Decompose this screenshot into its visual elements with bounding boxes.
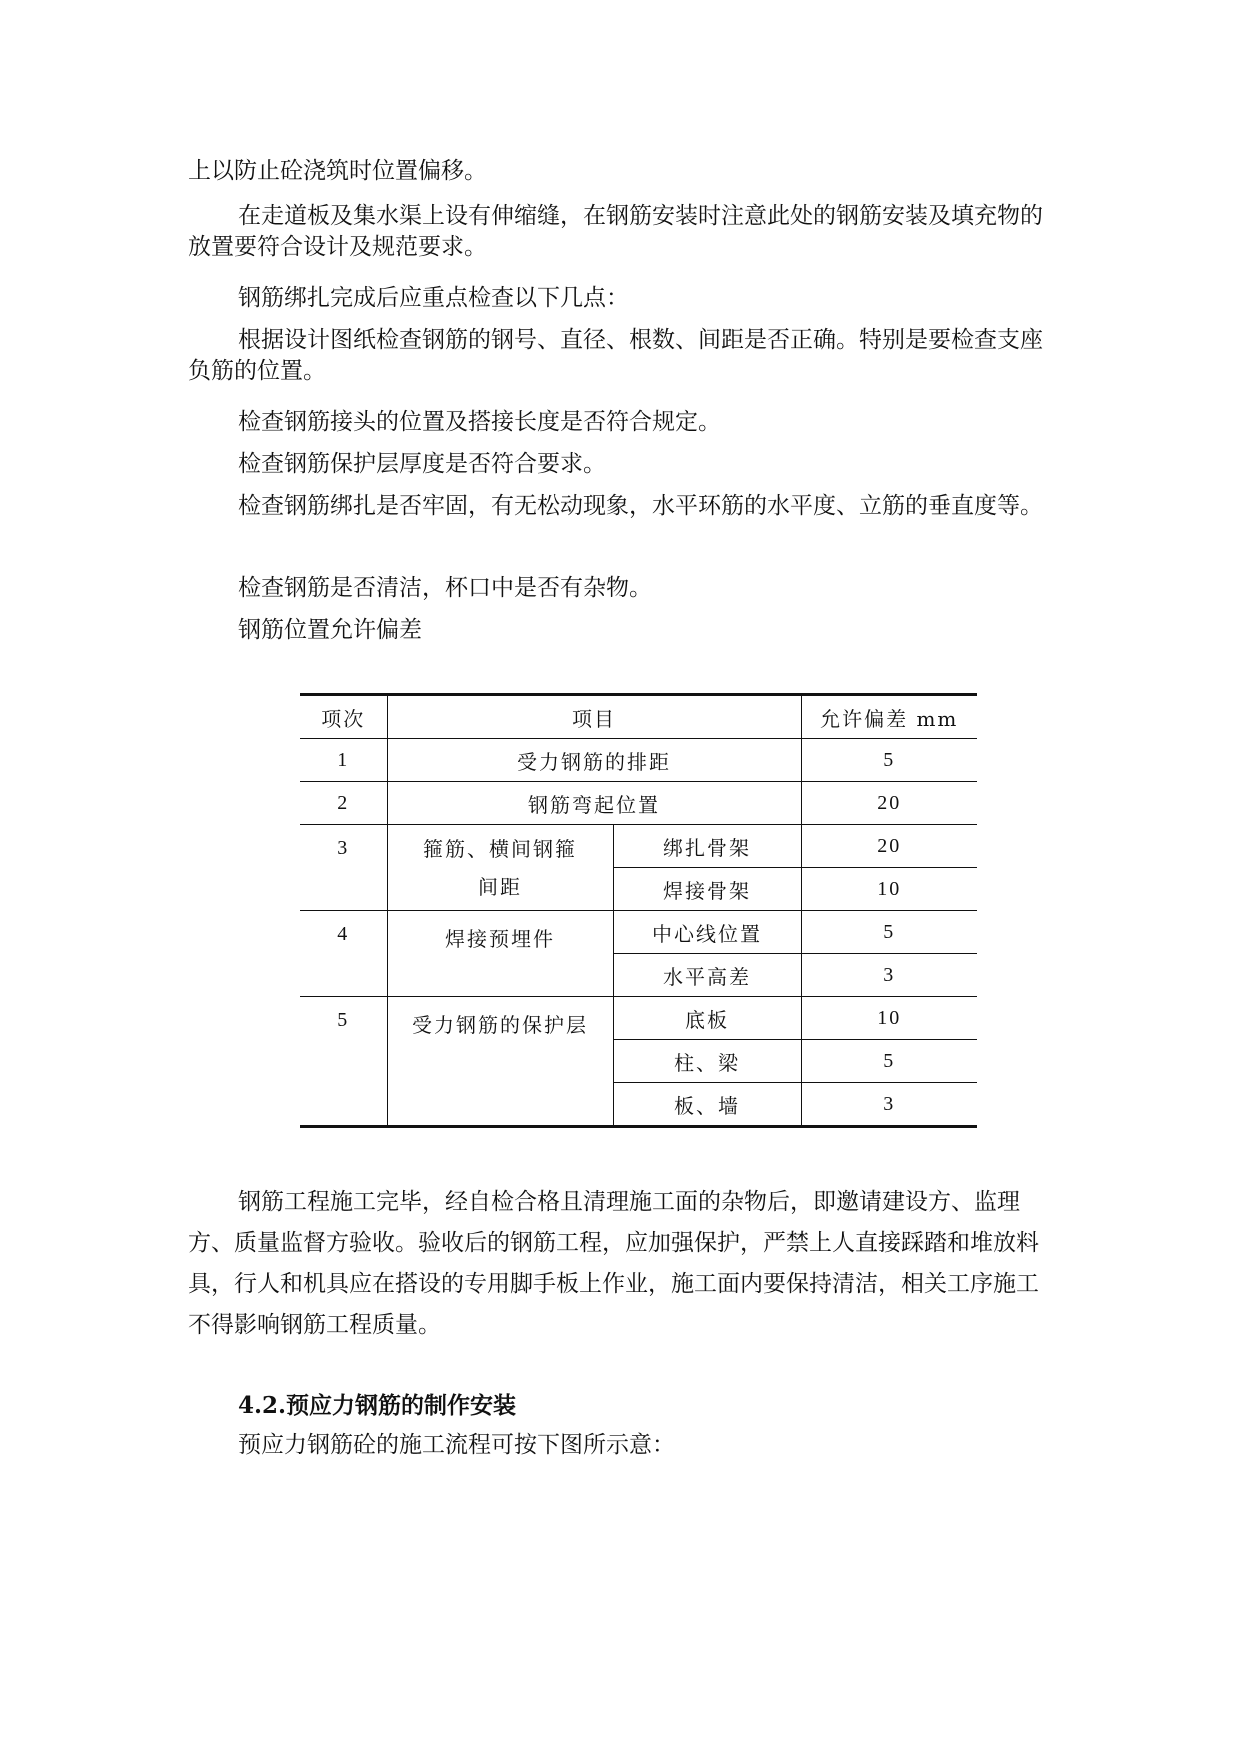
- row-item-line2: 间距: [478, 874, 522, 899]
- paragraph-check-clean: 检查钢筋是否清洁，杯口中是否有杂物。: [238, 575, 652, 601]
- row-value: 3: [801, 1083, 977, 1127]
- row-sub-item: 绑扎骨架: [613, 825, 801, 868]
- row-sub-item: 水平高差: [613, 954, 801, 997]
- row-no: 5: [300, 997, 387, 1127]
- row-item: 钢筋弯起位置: [387, 782, 801, 825]
- row-item: [387, 825, 613, 911]
- header-item: 项目: [387, 695, 801, 739]
- table-row: [300, 782, 977, 825]
- row-value: 5: [801, 1040, 977, 1083]
- table-row: [300, 739, 977, 782]
- row-sub-item: 柱、梁: [613, 1040, 801, 1083]
- paragraph-acceptance: 钢筋工程施工完毕，经自检合格且清理施工面的杂物后，即邀请建设方、监理方、质量监督方验收。验收后的钢筋工程，应加强保护，严禁上人直接踩踏和堆放料具，行人和机具应在搭设的专用脚手板上作业，施工面内要保持清洁，相关工序施工不得影响钢筋工程质量。: [188, 1189, 1039, 1338]
- paragraph-check-cover: 检查钢筋保护层厚度是否符合要求。: [238, 451, 606, 477]
- row-value: 3: [801, 954, 977, 997]
- deviation-table: [300, 693, 977, 1128]
- paragraph-check-binding: 检查钢筋绑扎是否牢固，有无松动现象，水平环筋的水平度、立筋的垂直度等。: [238, 493, 1043, 519]
- table-row: [300, 911, 977, 954]
- row-value: 10: [801, 997, 977, 1040]
- paragraph-inspection-intro: 钢筋绑扎完成后应重点检查以下几点：: [238, 285, 629, 311]
- row-item: 受力钢筋的排距: [387, 739, 801, 782]
- row-value: 20: [801, 782, 977, 825]
- row-value: 5: [801, 739, 977, 782]
- paragraph-check-drawings: 根据设计图纸检查钢筋的钢号、直径、根数、间距是否正确。特别是要检查支座负筋的位置。: [188, 327, 1043, 384]
- row-item-line1: 箍筋、横间钢箍: [423, 836, 577, 861]
- row-sub-item: 焊接骨架: [613, 868, 801, 911]
- row-value: 20: [801, 825, 977, 868]
- row-value: 5: [801, 911, 977, 954]
- paragraph-continuation: 上以防止砼浇筑时位置偏移。: [188, 158, 487, 184]
- row-no: 4: [300, 911, 387, 997]
- row-sub-item: 底板: [613, 997, 801, 1040]
- paragraph-expansion-joint: 在走道板及集水渠上设有伸缩缝，在钢筋安装时注意此处的钢筋安装及填充物的放置要符合设计及规范要求。: [188, 203, 1043, 260]
- table-row: [300, 997, 977, 1040]
- row-item: 受力钢筋的保护层: [387, 997, 613, 1127]
- row-value: 10: [801, 868, 977, 911]
- row-sub-item: 板、墙: [613, 1083, 801, 1127]
- table-row: [300, 825, 977, 868]
- row-no: 3: [300, 825, 387, 911]
- header-deviation: 允许偏差 mm: [801, 695, 977, 739]
- table-caption: 钢筋位置允许偏差: [238, 617, 422, 643]
- header-no: 项次: [300, 695, 387, 739]
- row-item: 焊接预埋件: [387, 911, 613, 997]
- section-heading: 4.2.预应力钢筋的制作安装: [238, 1392, 517, 1419]
- row-no: 1: [300, 739, 387, 782]
- row-no: 2: [300, 782, 387, 825]
- paragraph-check-joints: 检查钢筋接头的位置及搭接长度是否符合规定。: [238, 409, 721, 435]
- paragraph-prestress-flow: 预应力钢筋砼的施工流程可按下图所示意：: [238, 1432, 675, 1458]
- table-header-row: [300, 695, 977, 739]
- row-sub-item: 中心线位置: [613, 911, 801, 954]
